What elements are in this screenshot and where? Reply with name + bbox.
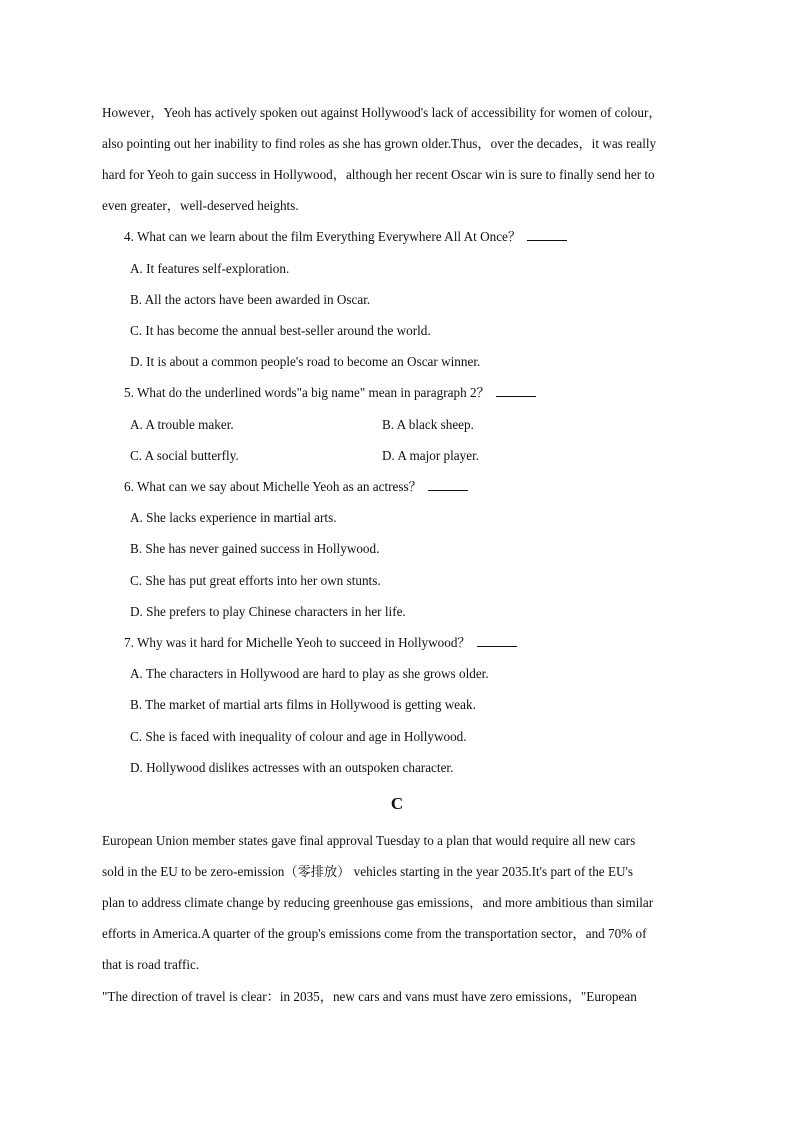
passage-line: sold in the EU to be zero-emission（零排放） vehicles starting in the year 2035.It's part of the EU's <box>102 864 634 879</box>
passage-line: "The direction of travel is clear：in 2035，new cars and vans must have zero emissions，"European <box>102 989 637 1004</box>
q4-option-a: A. It features self-exploration. <box>130 261 290 276</box>
q7-option-c: C. She is faced with inequality of colour and age in Hollywood. <box>130 729 467 744</box>
q7-option-a: A. The characters in Hollywood are hard to play as she grows older. <box>130 666 489 681</box>
passage-line: also pointing out her inability to find roles as she has grown older.Thus，over the decades，it was really <box>102 136 657 151</box>
q4-option-b: B. All the actors have been awarded in Oscar. <box>130 292 371 307</box>
question-7-stem: 7. Why was it hard for Michelle Yeoh to succeed in Hollywood？ <box>124 635 471 650</box>
answer-blank[interactable] <box>428 479 468 491</box>
q5-option-c: C. A social butterfly. <box>130 448 239 463</box>
question-6-stem: 6. What can we say about Michelle Yeoh as an actress？ <box>124 479 422 494</box>
question-4-stem: 4. What can we learn about the film Everything Everywhere All At Once？ <box>124 229 522 244</box>
question-5 <box>124 385 536 401</box>
q7-option-d: D. Hollywood dislikes actresses with an outspoken character. <box>130 760 454 775</box>
passage-line: that is road traffic. <box>102 957 200 972</box>
q4-option-d: D. It is about a common people's road to become an Oscar winner. <box>130 354 481 369</box>
passage-line: However，Yeoh has actively spoken out against Hollywood's lack of accessibility for women of colour， <box>102 105 662 120</box>
q6-option-a: A. She lacks experience in martial arts. <box>130 510 337 525</box>
q5-option-b: B. A black sheep. <box>382 417 474 432</box>
q5-option-a: A. A trouble maker. <box>130 417 234 432</box>
q5-option-d: D. A major player. <box>382 448 480 463</box>
answer-blank[interactable] <box>527 229 567 241</box>
answer-blank[interactable] <box>496 385 536 397</box>
passage-line: efforts in America.A quarter of the group's emissions come from the transportation sector，and 70% of <box>102 926 647 941</box>
question-4 <box>124 229 567 245</box>
question-6 <box>124 479 468 495</box>
q6-option-b: B. She has never gained success in Hollywood. <box>130 541 380 556</box>
section-heading: C <box>390 794 404 813</box>
question-5-stem: 5. What do the underlined words"a big name" mean in paragraph 2？ <box>124 385 490 400</box>
question-7 <box>124 635 517 651</box>
passage-line: plan to address climate change by reducing greenhouse gas emissions，and more ambitious than similar <box>102 895 654 910</box>
q6-option-d: D. She prefers to play Chinese characters in her life. <box>130 604 406 619</box>
q7-option-b: B. The market of martial arts films in Hollywood is getting weak. <box>130 697 476 712</box>
q4-option-c: C. It has become the annual best-seller around the world. <box>130 323 431 338</box>
passage-line: even greater，well-deserved heights. <box>102 198 299 213</box>
passage-line: European Union member states gave final approval Tuesday to a plan that would require all new cars <box>102 833 636 848</box>
passage-line: hard for Yeoh to gain success in Hollywood，although her recent Oscar win is sure to finally send her to <box>102 167 655 182</box>
q6-option-c: C. She has put great efforts into her own stunts. <box>130 573 381 588</box>
answer-blank[interactable] <box>477 635 517 647</box>
